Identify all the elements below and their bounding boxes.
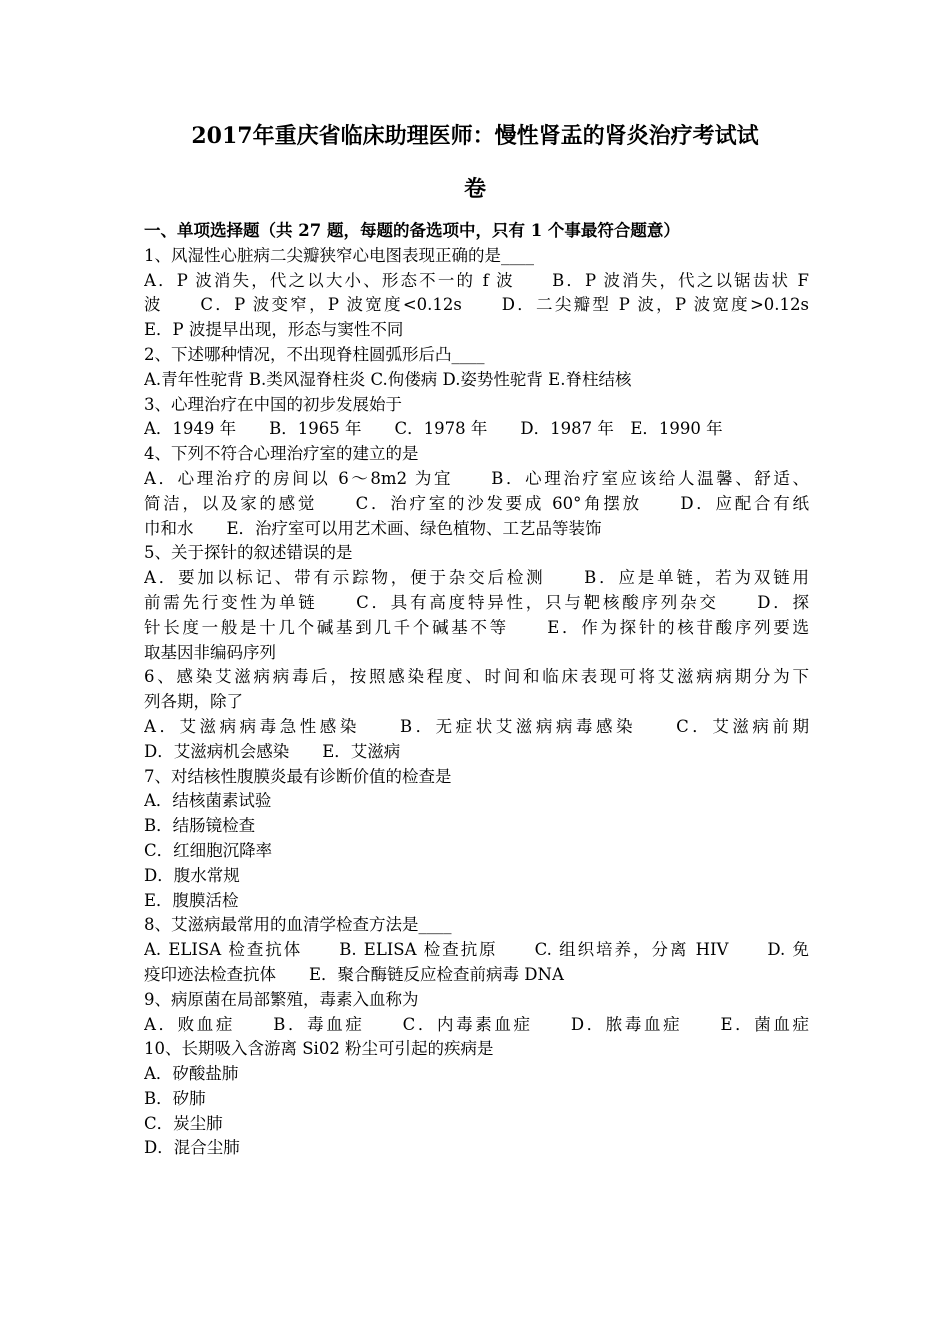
doc-title-line-1: 2017年重庆省临床助理医师：慢性肾盂的肾炎治疗考试试	[191, 123, 759, 149]
question-1-options-line-2: 波 C．P 波变窄，P 波宽度<0.12s D．二尖瓣型 P 波，P 波宽度>0.12s	[144, 295, 809, 315]
question-10-option-a: A．矽酸盐肺	[144, 1064, 239, 1084]
question-6-options-line-1: A．艾滋病病毒急性感染 B．无症状艾滋病病毒感染 C．艾滋病前期	[144, 716, 809, 736]
question-6-options-line-2: D．艾滋病机会感染 E．艾滋病	[144, 741, 401, 761]
question-3: 3、心理治疗在中国的初步发展始于	[144, 394, 402, 414]
question-7: 7、对结核性腹膜炎最有诊断价值的检查是	[144, 766, 452, 786]
doc-title-line-2: 卷	[463, 176, 486, 202]
question-8-options-line-2: 疫印迹法检查抗体 E．聚合酶链反应检查前病毒 DNA	[144, 964, 564, 984]
question-7-option-e: E．腹膜活检	[144, 890, 239, 910]
question-4-options-line-1: A．心理治疗的房间以 6～8m2 为宜 B．心理治疗室应该给人温馨、舒适、	[144, 468, 809, 488]
question-4-options-line-3: 巾和水 E．治疗室可以用艺术画、绿色植物、工艺品等装饰	[144, 518, 602, 538]
question-8: 8、艾滋病最常用的血清学检查方法是____	[144, 915, 452, 935]
question-5-options-line-2: 前需先行变性为单链 C．具有高度特异性，只与靶核酸序列杂交 D．探	[144, 592, 809, 612]
question-5-options-line-3: 针长度一般是十几个碱基到几千个碱基不等 E．作为探针的核苷酸序列要选	[144, 617, 809, 637]
question-1: 1、风湿性心脏病二尖瓣狭窄心电图表现正确的是____	[144, 245, 534, 265]
doc-body	[144, 219, 809, 1161]
question-7-option-b: B．结肠镜检查	[144, 816, 256, 836]
question-1-options-line-1: A．P 波消失，代之以大小、形态不一的 f 波 B．P 波消失，代之以锯齿状 F	[144, 270, 809, 290]
question-2-options: A.青年性驼背 B.类风湿脊柱炎 C.佝偻病 D.姿势性驼背 E.脊柱结核	[144, 369, 632, 389]
question-8-options-line-1: A. ELISA 检查抗体 B. ELISA 检查抗原 C. 组织培养，分离 HIV D. 免	[144, 940, 809, 960]
question-1-options-line-3: E．P 波提早出现，形态与窦性不同	[144, 320, 404, 340]
question-10: 10、长期吸入含游离 Si02 粉尘可引起的疾病是	[144, 1039, 494, 1059]
question-3-options: A．1949 年 B．1965 年 C．1978 年 D．1987 年 E．1990 年	[144, 419, 723, 439]
question-6-line-2: 列各期，除了	[144, 692, 243, 712]
section-heading: 一、单项选择题（共 27 题，每题的备选项中，只有 1 个事最符合题意）	[144, 221, 680, 240]
question-10-option-d: D．混合尘肺	[144, 1138, 240, 1158]
question-5: 5、关于探针的叙述错误的是	[144, 543, 353, 563]
question-5-options-line-4: 取基因非编码序列	[144, 642, 276, 662]
question-7-option-a: A．结核菌素试验	[144, 791, 272, 811]
question-10-option-b: B．矽肺	[144, 1088, 206, 1108]
question-7-option-d: D．腹水常规	[144, 865, 240, 885]
question-6-line-1: 6、感染艾滋病病毒后，按照感染程度、时间和临床表现可将艾滋病病期分为下	[144, 667, 809, 687]
question-4-options-line-2: 简洁，以及家的感觉 C．治疗室的沙发要成 60°角摆放 D．应配合有纸	[144, 493, 809, 513]
question-7-option-c: C．红细胞沉降率	[144, 840, 273, 860]
question-10-option-c: C．炭尘肺	[144, 1113, 223, 1133]
question-9: 9、病原菌在局部繁殖，毒素入血称为	[144, 989, 419, 1009]
question-4: 4、下列不符合心理治疗室的建立的是	[144, 444, 419, 464]
question-5-options-line-1: A．要加以标记、带有示踪物，便于杂交后检测 B．应是单链，若为双链用	[144, 568, 809, 588]
question-2: 2、下述哪种情况，不出现脊柱圆弧形后凸____	[144, 344, 485, 364]
question-9-options: A．败血症 B．毒血症 C．内毒素血症 D．脓毒血症 E．菌血症	[144, 1014, 809, 1034]
